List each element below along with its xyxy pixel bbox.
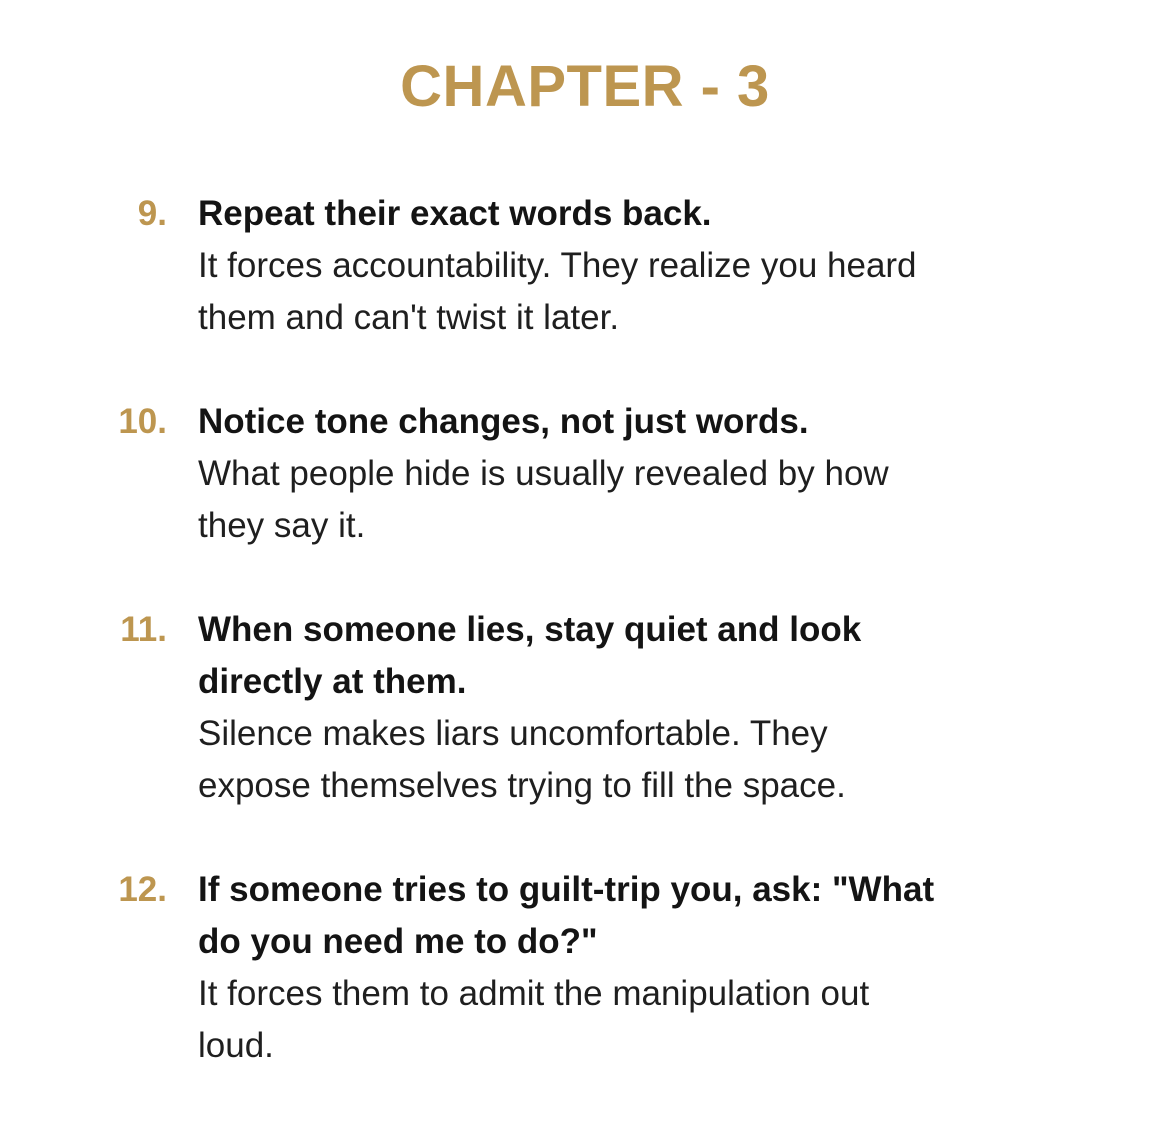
item-description-line: expose themselves trying to fill the space. [198,766,846,805]
chapter-title: CHAPTER - 3 [400,54,770,119]
item-number: 9. [137,194,167,233]
item-content [198,604,1058,812]
item-heading-line: do you need me to do?" [198,922,598,961]
item-number: 11. [120,610,167,649]
item-description-line: them and can't twist it later. [198,298,620,337]
item-description-line: It forces accountability. They realize you heard [198,246,917,285]
item-content [198,188,1058,344]
item-number: 12. [118,870,167,909]
item-heading-line: directly at them. [198,662,467,701]
item-description-line: Silence makes liars uncomfortable. They [198,714,828,753]
item-content [198,864,1058,1072]
item-content [198,396,1058,552]
item-heading: Notice tone changes, not just words. [198,402,809,441]
item-description-line: loud. [198,1026,274,1065]
list-item [0,396,1170,552]
list-item [0,188,1170,344]
item-description-line: What people hide is usually revealed by how [198,454,889,493]
item-description-line: It forces them to admit the manipulation out [198,974,870,1013]
item-description-line: they say it. [198,506,366,545]
list-item [0,864,1170,1072]
item-heading-line: When someone lies, stay quiet and look [198,610,862,649]
tips-list [0,188,1170,1124]
item-number: 10. [118,402,167,441]
list-item [0,604,1170,812]
item-heading-line: If someone tries to guilt-trip you, ask: "What [198,870,935,909]
item-heading: Repeat their exact words back. [198,194,712,233]
